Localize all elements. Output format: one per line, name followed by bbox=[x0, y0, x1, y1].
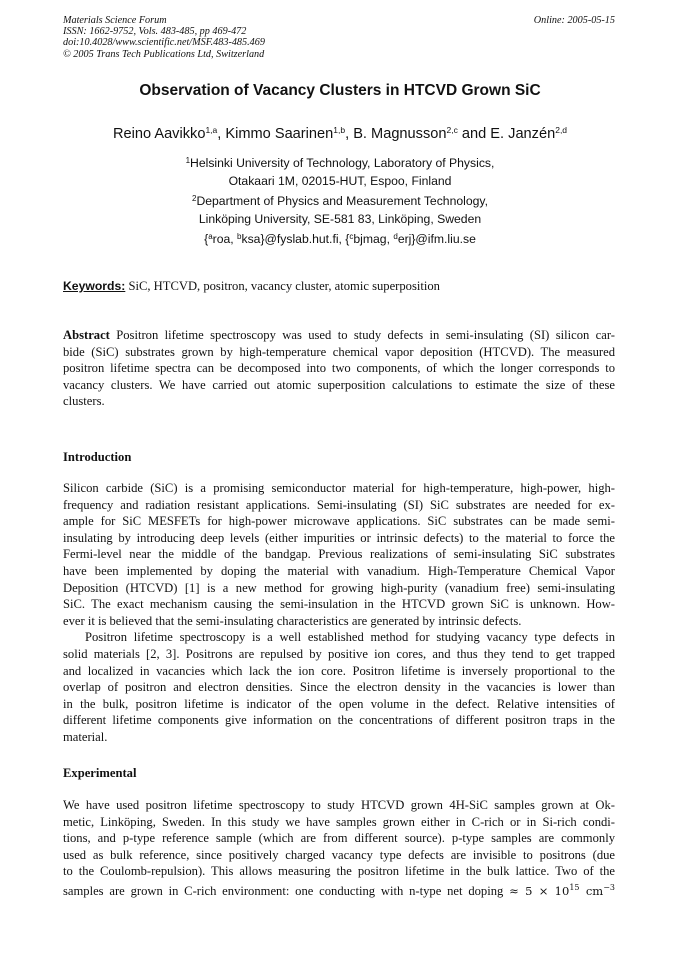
text-line: used as bulk reference, since positively charged vacancy type defects are invisible to positrons (due bbox=[63, 847, 615, 862]
text-line: ever it is believed that the semi-insulating characteristics are generated by intrinsic defects. bbox=[63, 613, 522, 628]
author-name: Reino Aavikko bbox=[112, 126, 206, 142]
doping-math bbox=[509, 884, 615, 898]
keywords bbox=[63, 279, 615, 294]
email-mark: a bbox=[208, 232, 213, 242]
email-text: roa, bbox=[212, 232, 238, 247]
affiliations bbox=[40, 152, 640, 249]
text-line: ample for SiC MESFETs for high-power microwave applications. SiC substrates can be made semi- bbox=[63, 514, 615, 529]
affiliation-line: Otakaari 1M, 02015-HUT, Espoo, Finland bbox=[228, 173, 452, 188]
email-text: { bbox=[204, 232, 209, 247]
abstract-text: Positron lifetime spectroscopy was used to study defects in semi-insulating (SI) silicon car- bbox=[109, 328, 615, 342]
text-line: insulating by introducing deep levels (either impurities or intrinsic defects) to the material to force the bbox=[63, 530, 615, 545]
author-name: , Kimmo Saarinen bbox=[217, 126, 334, 142]
journal-name: Materials Science Forum bbox=[63, 15, 167, 26]
email-text: bjmag, bbox=[353, 232, 394, 247]
text-line: frequency and radiation resistant applications. Semi-insulating (SI) SiC substrates are needed for ex- bbox=[63, 497, 615, 512]
author-name: and E. Janzén bbox=[457, 126, 556, 142]
text-line: in the bulk, positron lifetime is indicator of the open volume in the defect. Relative intensities of bbox=[63, 696, 615, 711]
abstract-line bbox=[63, 327, 615, 344]
email-mark: d bbox=[393, 232, 398, 242]
text-line: and localized in vacancies which lack the ion core. Positron lifetime is inversely proportional to the bbox=[63, 663, 615, 678]
email-line bbox=[40, 228, 640, 249]
abstract-label: Abstract bbox=[63, 328, 110, 342]
keywords-label: Keywords: bbox=[63, 279, 126, 293]
abstract-line: vacancy clusters. We have carried out atomic superposition calculations to estimate the size of these bbox=[63, 377, 615, 392]
text-line: Fermi-level near the middle of the bandgap. Previous realizations of semi-insulating SiC substrates bbox=[63, 547, 615, 562]
text-fragment: samples are grown in C-rich environment: one conducting with n-type net doping bbox=[63, 883, 510, 898]
text-line: SiC. The exact mechanism causing the semi-insulation in the HTCVD grown SiC is unknown. How- bbox=[63, 597, 615, 612]
experimental-paragraph bbox=[63, 797, 615, 897]
text-line: We have used positron lifetime spectroscopy to study HTCVD grown 4H-SiC samples grown at Ok- bbox=[63, 798, 615, 812]
journal-header bbox=[63, 15, 615, 60]
abstract-line: positron lifetime spectra can be decomposed into two components, of which the longer corresponds to bbox=[63, 361, 615, 376]
math-unit: cm bbox=[579, 883, 604, 898]
text-line: metic, Linköping, Sweden. In this study we have samples grown either in C-rich or in Si-rich condi- bbox=[63, 814, 615, 829]
abstract-line: bide (SiC) substrates grown by high-temperature chemical vapor deposition (HTCVD). The measured bbox=[63, 344, 615, 359]
affiliation-line bbox=[40, 152, 640, 173]
text-line: solid materials [2, 3]. Positrons are repulsed by positive ion cores, and thus they tend to get trapped bbox=[63, 646, 615, 661]
text-line: Deposition (HTCVD) [1] is a new method for growing high-purity (vanadium free) semi-insulating bbox=[63, 580, 615, 595]
email-text: ksa}@fyslab.hut.fi, { bbox=[241, 232, 350, 247]
email-mark: c bbox=[349, 232, 354, 242]
text-line: have been implemented by doping the material with vanadium. High-Temperature Chemical Vapor bbox=[63, 563, 615, 578]
text-line: to the Coulomb-repulsion). This allows measuring the positron lifetime in the bulk lattice. Two of the bbox=[63, 864, 615, 879]
issn-line: ISSN: 1662-9752, Vols. 483-485, pp 469-472 bbox=[63, 26, 247, 38]
abstract-line: clusters. bbox=[63, 394, 105, 409]
doi-line: doi:10.4028/www.scientific.net/MSF.483-485.469 bbox=[63, 37, 265, 49]
text-line: Silicon carbide (SiC) is a promising semiconductor material for high-temperature, high-power, high- bbox=[63, 481, 615, 495]
text-line: material. bbox=[63, 729, 108, 744]
author-affil-mark: 1,b bbox=[333, 125, 346, 135]
copyright-line: © 2005 Trans Tech Publications Ltd, Switzerland bbox=[63, 48, 265, 60]
affiliation-line bbox=[40, 190, 640, 211]
paper-title: Observation of Vacancy Clusters in HTCVD Grown SiC bbox=[139, 82, 541, 99]
author-affil-mark: 2,c bbox=[446, 125, 458, 135]
author-name: , B. Magnusson bbox=[345, 126, 447, 142]
author-list bbox=[40, 125, 640, 142]
text-line bbox=[63, 880, 615, 897]
math-fragment: ≈ 5 × 10 bbox=[509, 883, 570, 898]
math-exponent: 15 bbox=[569, 882, 580, 892]
keywords-text: SiC, HTCVD, positron, vacancy cluster, atomic superposition bbox=[125, 279, 440, 293]
math-exponent: −3 bbox=[603, 882, 615, 892]
introduction-paragraph-1 bbox=[63, 480, 615, 746]
affil-mark: 1 bbox=[185, 156, 191, 165]
section-heading-experimental: Experimental bbox=[63, 766, 137, 780]
email-mark: b bbox=[237, 232, 242, 242]
author-affil-mark: 2,d bbox=[555, 125, 568, 135]
author-affil-mark: 1,a bbox=[205, 125, 218, 135]
affil-mark: 2 bbox=[192, 194, 197, 204]
affil-text: Department of Physics and Measurement Technology, bbox=[196, 194, 488, 209]
email-text: erj}@ifm.liu.se bbox=[397, 232, 476, 247]
abstract bbox=[63, 327, 615, 410]
online-date: Online: 2005-05-15 bbox=[533, 15, 615, 26]
affil-text: Helsinki University of Technology, Laboratory of Physics, bbox=[190, 156, 495, 170]
text-line: Positron lifetime spectroscopy is a well established method for studying vacancy type defects in bbox=[85, 630, 615, 645]
section-heading-introduction: Introduction bbox=[63, 450, 132, 464]
text-line: different lifetime components give information on the concentrations of different positron traps in the bbox=[63, 713, 615, 728]
affiliation-line: Linköping University, SE-581 83, Linköping, Sweden bbox=[198, 211, 482, 226]
text-line: overlap of positron and electron densities. Since the electron density in the vacancies is lower than bbox=[63, 680, 615, 695]
text-line: tions, and p-type reference sample (which are from different source). p-type samples are commonly bbox=[63, 831, 615, 846]
